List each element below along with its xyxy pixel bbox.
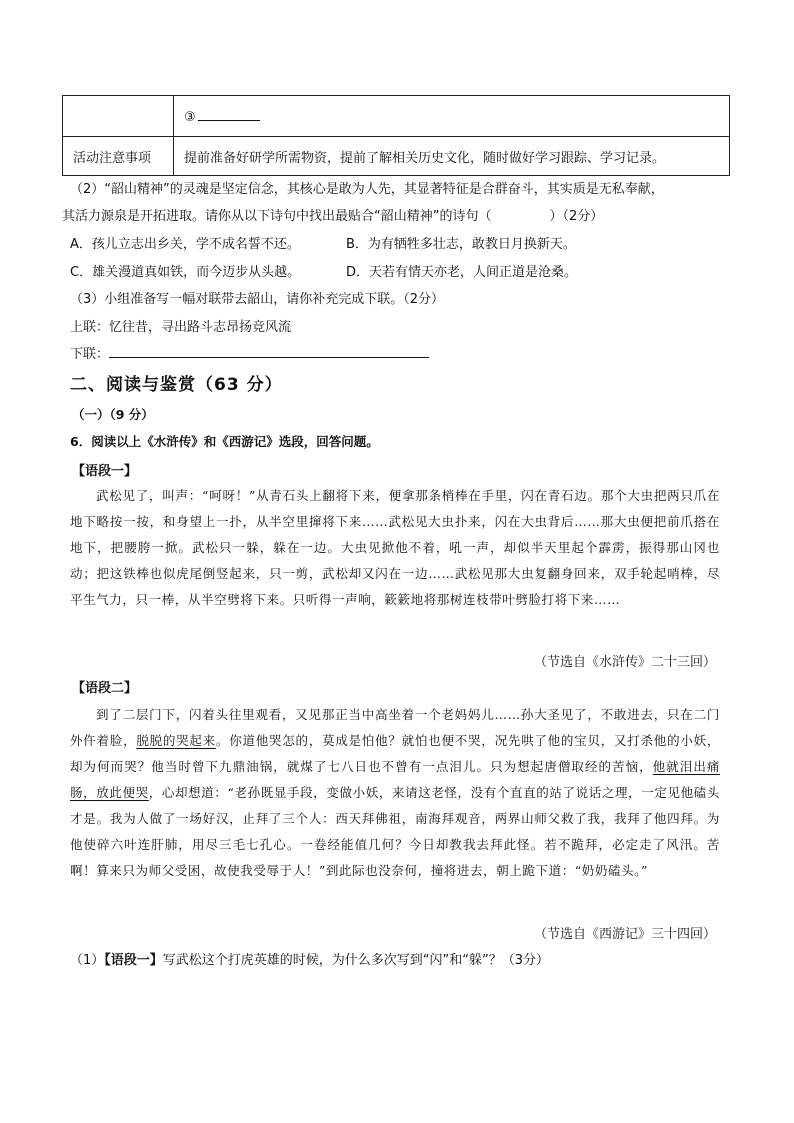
- option-d: D．天若有情天亦老，人间正道是沧桑。: [346, 265, 578, 280]
- passage2-text: 到了二层门下，闪着头往里观看，又见那正当中高坐着一个老妈妈儿……孙大圣见了，不敢进去，只在二门外仵着脸，脱脱的哭起来。你道他哭怎的，莫成是怕他？就怕也便不哭，况先哄了他的宝贝，又打杀他的小妖，却为何而哭？他当时曾下九鼎油锅，就煤了七八日也不曾有一点泪儿。只为想起唐僧取经的苦恼，他就泪出痛肠，放此便哭，心却想道：“老孙既显手段，变做小妖，来请这老怪，没有个直直的站了说话之理，一定见他磕头才是。我为人做了一场好汉，止拜了三个人：西天拜佛祖，南海拜观音，两界山师父救了我，我拜了他四拜。为他使碎六叶连肝肺，用尽三毛七孔心。一卷经能值几何？今日却教我去拜此怪。若不跪拜，必定走了风汛。苦啊！算来只为师父受困，故使我受辱于人！”到此际也没奈何，撞将进去，朝上跪下道：“奶奶磕头。”: [70, 707, 720, 878]
- q2-line2: 其活力源泉是开拓进取。请你从以下诗句中找出最贴合“韶山精神”的诗句（ ）（2分）: [62, 209, 604, 224]
- table-cell-label: 活动注意事项: [63, 137, 174, 176]
- passage1-label: 【语段一】: [72, 464, 138, 479]
- underlined-phrase: 脱脱的哭起来: [136, 733, 216, 748]
- q2-line1: （2）“韶山精神”的灵魂是坚定信念，其核心是敢为人先，其显著特征是合群奋斗，其实质是无私奉献，: [70, 182, 664, 197]
- option-b: B．为有牺牲多壮志，敢教日月换新天。: [346, 237, 576, 252]
- question-6: 6．阅读以上《水浒传》和《西游记》选段，回答问题。: [70, 434, 379, 449]
- table-row: [63, 96, 730, 137]
- answer-blank[interactable]: [198, 108, 260, 121]
- passage2-label: 【语段二】: [72, 681, 138, 696]
- section-title: 二、阅读与鉴赏（63 分）: [70, 375, 283, 395]
- q3-line: （3）小组准备写一幅对联带去韶山，请你补充完成下联。（2分）: [70, 292, 445, 307]
- option-c: C．雄关漫道真如铁，而今迈步从头越。: [70, 265, 301, 280]
- couplet-answer-line[interactable]: [109, 344, 429, 358]
- activity-table: [62, 95, 730, 176]
- couplet-upper: 上联：忆往昔，寻出路斗志昂扬竞风流: [70, 320, 292, 335]
- table-cell-label: [63, 96, 174, 137]
- subsection-title: （一）（9 分）: [72, 407, 154, 422]
- question-6-1: （1）【语段一】写武松这个打虎英雄的时候，为什么多次写到“闪”和“躲”？（3分）: [70, 953, 550, 968]
- passage1-source: （节选自《水浒传》二十三回）: [533, 655, 716, 670]
- option-a: A．孩儿立志出乡关，学不成名誓不还。: [70, 237, 300, 252]
- table-row: [63, 137, 730, 176]
- passage2-source: （节选自《西游记》三十四回）: [533, 927, 716, 942]
- couplet-lower: 下联：: [70, 343, 429, 362]
- underlined-phrase: 他就泪出痛肠，放此便哭: [70, 759, 720, 800]
- table-cell-value: ③: [174, 96, 730, 137]
- passage1-text: 武松见了，叫声：“呵呀！”从青石头上翻将下来，便拿那条梢棒在手里，闪在青石边。那个大虫把两只爪在地下略按一按，和身望上一扑，从半空里撺将下来……武松见大虫扑来，闪在大虫背后……那大虫便把前爪搭在地下，把腰胯一掀。武松只一躲，躲在一边。大虫见掀他不着，吼一声，却似半天里起个霹雳，振得那山冈也动；把这铁棒也似虎尾倒竖起来，只一剪，武松却又闪在一边……武松见那大虫复翻身回来，双手轮起哨棒，尽平生气力，只一棒，从半空劈将下来。只听得一声响，簌簌地将那树连枝带叶劈脸打将下来……: [70, 488, 720, 607]
- table-cell-value: 提前准备好研学所需物资，提前了解相关历史文化，随时做好学习跟踪、学习记录。: [174, 137, 730, 176]
